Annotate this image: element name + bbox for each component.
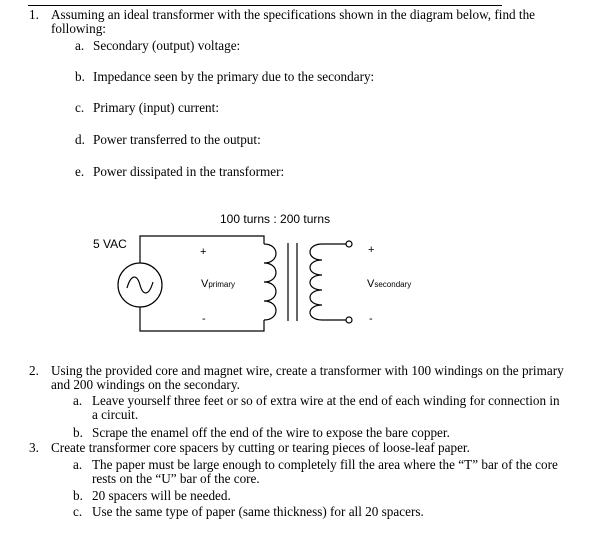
v-secondary-label — [367, 277, 411, 292]
q3a-letter: a. — [73, 457, 83, 472]
q2a-text-line1: Leave yourself three feet or so of extra wire at the end of each winding for connection in — [92, 393, 560, 408]
q2-text-line1: Using the provided core and magnet wire, create a transformer with 100 windings on the primary — [51, 363, 564, 378]
v-primary-main: V — [201, 278, 209, 290]
q3c-text: Use the same type of paper (same thickness) for all 20 spacers. — [92, 504, 424, 519]
q1a-text: Secondary (output) voltage: — [93, 38, 241, 53]
q3-text-line1: Create transformer core spacers by cutting or tearing pieces of loose-leaf paper. — [51, 440, 470, 455]
q1b-letter: b. — [75, 69, 85, 84]
q1a-letter: a. — [75, 38, 85, 53]
q1b-text: Impedance seen by the primary due to the secondary: — [93, 69, 375, 84]
q1c-letter: c. — [75, 100, 85, 115]
q1-text-line1: Assuming an ideal transformer with the specifications shown in the diagram below, find the — [51, 7, 536, 22]
q1c-text: Primary (input) current: — [93, 100, 219, 115]
v-secondary-subscript: secondary — [374, 280, 412, 289]
q3c-letter: c. — [73, 504, 83, 519]
q3-number: 3. — [29, 440, 39, 455]
source-voltage-label: 5 VAC — [93, 237, 127, 251]
v-primary-subscript: primary — [208, 280, 236, 289]
secondary-minus-sign: - — [369, 313, 373, 325]
v-primary-label — [201, 277, 235, 292]
q2a-text-line2: a circuit. — [92, 407, 139, 422]
q1-text-line2: following: — [51, 21, 106, 36]
q1d-text: Power transferred to the output: — [93, 132, 261, 147]
q1d-letter: d. — [75, 132, 85, 147]
secondary-plus-sign: + — [368, 244, 375, 256]
q1e-text: Power dissipated in the transformer: — [93, 164, 285, 179]
q3b-text: 20 spacers will be needed. — [92, 488, 231, 503]
primary-coil — [264, 244, 276, 320]
q2b-letter: b. — [73, 425, 83, 440]
v-secondary-main: V — [367, 278, 375, 290]
q3a-text-line1: The paper must be large enough to completely fill the area where the “T” bar of the core — [92, 457, 558, 472]
secondary-coil — [310, 244, 322, 320]
terminal-top — [346, 241, 352, 247]
q2-text-line2: and 200 windings on the secondary. — [51, 377, 240, 392]
terminal-bottom — [346, 317, 352, 323]
q1-number: 1. — [29, 7, 39, 22]
turns-ratio-label: 100 turns : 200 turns — [220, 212, 331, 226]
q2-number: 2. — [29, 363, 39, 378]
primary-plus-sign: + — [200, 246, 207, 258]
q2a-letter: a. — [73, 393, 83, 408]
q3a-text-line2: rests on the “U” bar of the core. — [92, 471, 260, 486]
q2b-text: Scrape the enamel off the end of the wire to expose the bare copper. — [92, 425, 450, 440]
primary-minus-sign: - — [202, 313, 206, 325]
q3b-letter: b. — [73, 488, 83, 503]
q1e-letter: e. — [75, 164, 85, 179]
